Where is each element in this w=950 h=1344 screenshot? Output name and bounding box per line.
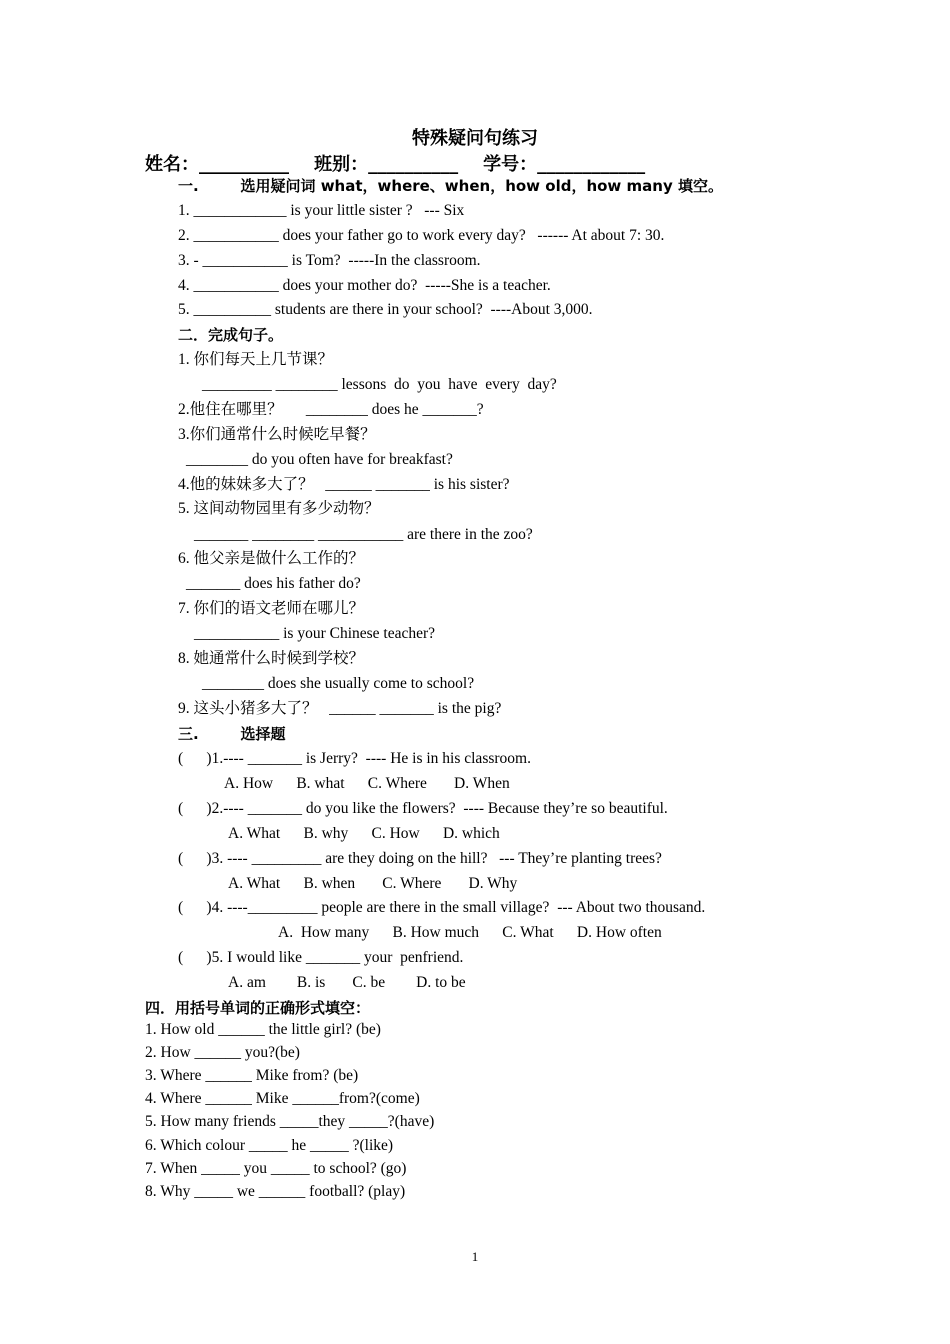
section-2-line: 4.他的妹妹多大了？ ______ _______ is his sister? [178, 476, 510, 493]
section-2-line: 5. 这间动物园里有多少动物？ [178, 500, 380, 517]
section-4-item: 6. Which colour _____ he _____ ?(like) [145, 1137, 394, 1154]
section-4-item: 8. Why _____ we ______ football? (play) [145, 1183, 406, 1200]
section-4-item: 2. How ______ you?(be) [145, 1044, 300, 1061]
section-2-line: _______ does his father do? [186, 575, 361, 592]
section-2-line: ________ do you often have for breakfast? [186, 451, 453, 468]
question-stem: ( )2.---- _______ do you like the flowers? ---- Because they’re so beautiful. [178, 800, 668, 817]
section-2-line: 2.他住在哪里？ ________ does he _______? [178, 401, 484, 418]
question-stem: ( )5. I would like _______ your penfriend. [178, 949, 464, 966]
question-stem: ( )4. ----_________ people are there in the small village? --- About two thousand. [178, 899, 706, 916]
question-stem: ( )1.---- _______ is Jerry? ---- He is in his classroom. [178, 750, 531, 767]
section-2-heading: 二．完成句子。 [178, 326, 284, 344]
section-1-item: 2. ___________ does your father go to work every day? ------ At about 7: 30. [178, 227, 665, 244]
student-info-header: 姓名：__________ 班别：__________ 学号：____________ [145, 154, 646, 175]
section-2-line: 7. 你们的语文老师在哪儿？ [178, 600, 365, 617]
section-1-item: 3. - ___________ is Tom? -----In the classroom. [178, 252, 481, 269]
section-2-line: ___________ is your Chinese teacher? [194, 625, 436, 642]
section-4-item: 3. Where ______ Mike from? (be) [145, 1067, 359, 1084]
section-2-line: 6. 他父亲是做什么工作的？ [178, 550, 365, 567]
section-3-heading: 三. 选择题 [178, 725, 286, 743]
section-4-item: 5. How many friends _____they _____?(have) [145, 1113, 435, 1130]
answer-options: A. am B. is C. be D. to be [228, 974, 466, 991]
answer-options: A. How B. what C. Where D. When [224, 775, 510, 792]
question-stem: ( )3. ---- _________ are they doing on the hill? --- They’re planting trees? [178, 850, 662, 867]
section-2-line: 9. 这头小猪多大了？ ______ _______ is the pig? [178, 700, 502, 717]
section-2-line: _________ ________ lessons do you have every day? [202, 376, 557, 393]
answer-options: A. What B. why C. How D. which [228, 825, 500, 842]
section-4-item: 1. How old ______ the little girl? (be) [145, 1021, 381, 1038]
document-title: 特殊疑问句练习 [412, 128, 538, 149]
page-number: 1 [471, 1249, 479, 1264]
section-2-line: 8. 她通常什么时候到学校？ [178, 650, 365, 667]
section-2-line: 1. 你们每天上几节课？ [178, 351, 334, 368]
section-2-line: ________ does she usually come to school? [202, 675, 475, 692]
section-2-line: 3.你们通常什么时候吃早餐？ [178, 426, 376, 443]
answer-options: A. How many B. How much C. What D. How often [278, 924, 662, 941]
section-4-item: 4. Where ______ Mike ______from?(come) [145, 1090, 420, 1107]
section-1-item: 1. ____________ is your little sister ? --- Six [178, 202, 465, 219]
answer-options: A. What B. when C. Where D. Why [228, 875, 518, 892]
section-4-item: 7. When _____ you _____ to school? (go) [145, 1160, 407, 1177]
section-2-line: _______ ________ ___________ are there in the zoo? [194, 526, 533, 543]
section-1-heading: 一. 选用疑问词 what，where、when，how old，how many 填空。 [178, 177, 723, 195]
section-4-heading: 四．用括号单词的正确形式填空： [145, 999, 371, 1017]
section-1-item: 4. ___________ does your mother do? -----She is a teacher. [178, 277, 551, 294]
section-1-item: 5. __________ students are there in your school? ----About 3,000. [178, 301, 593, 318]
